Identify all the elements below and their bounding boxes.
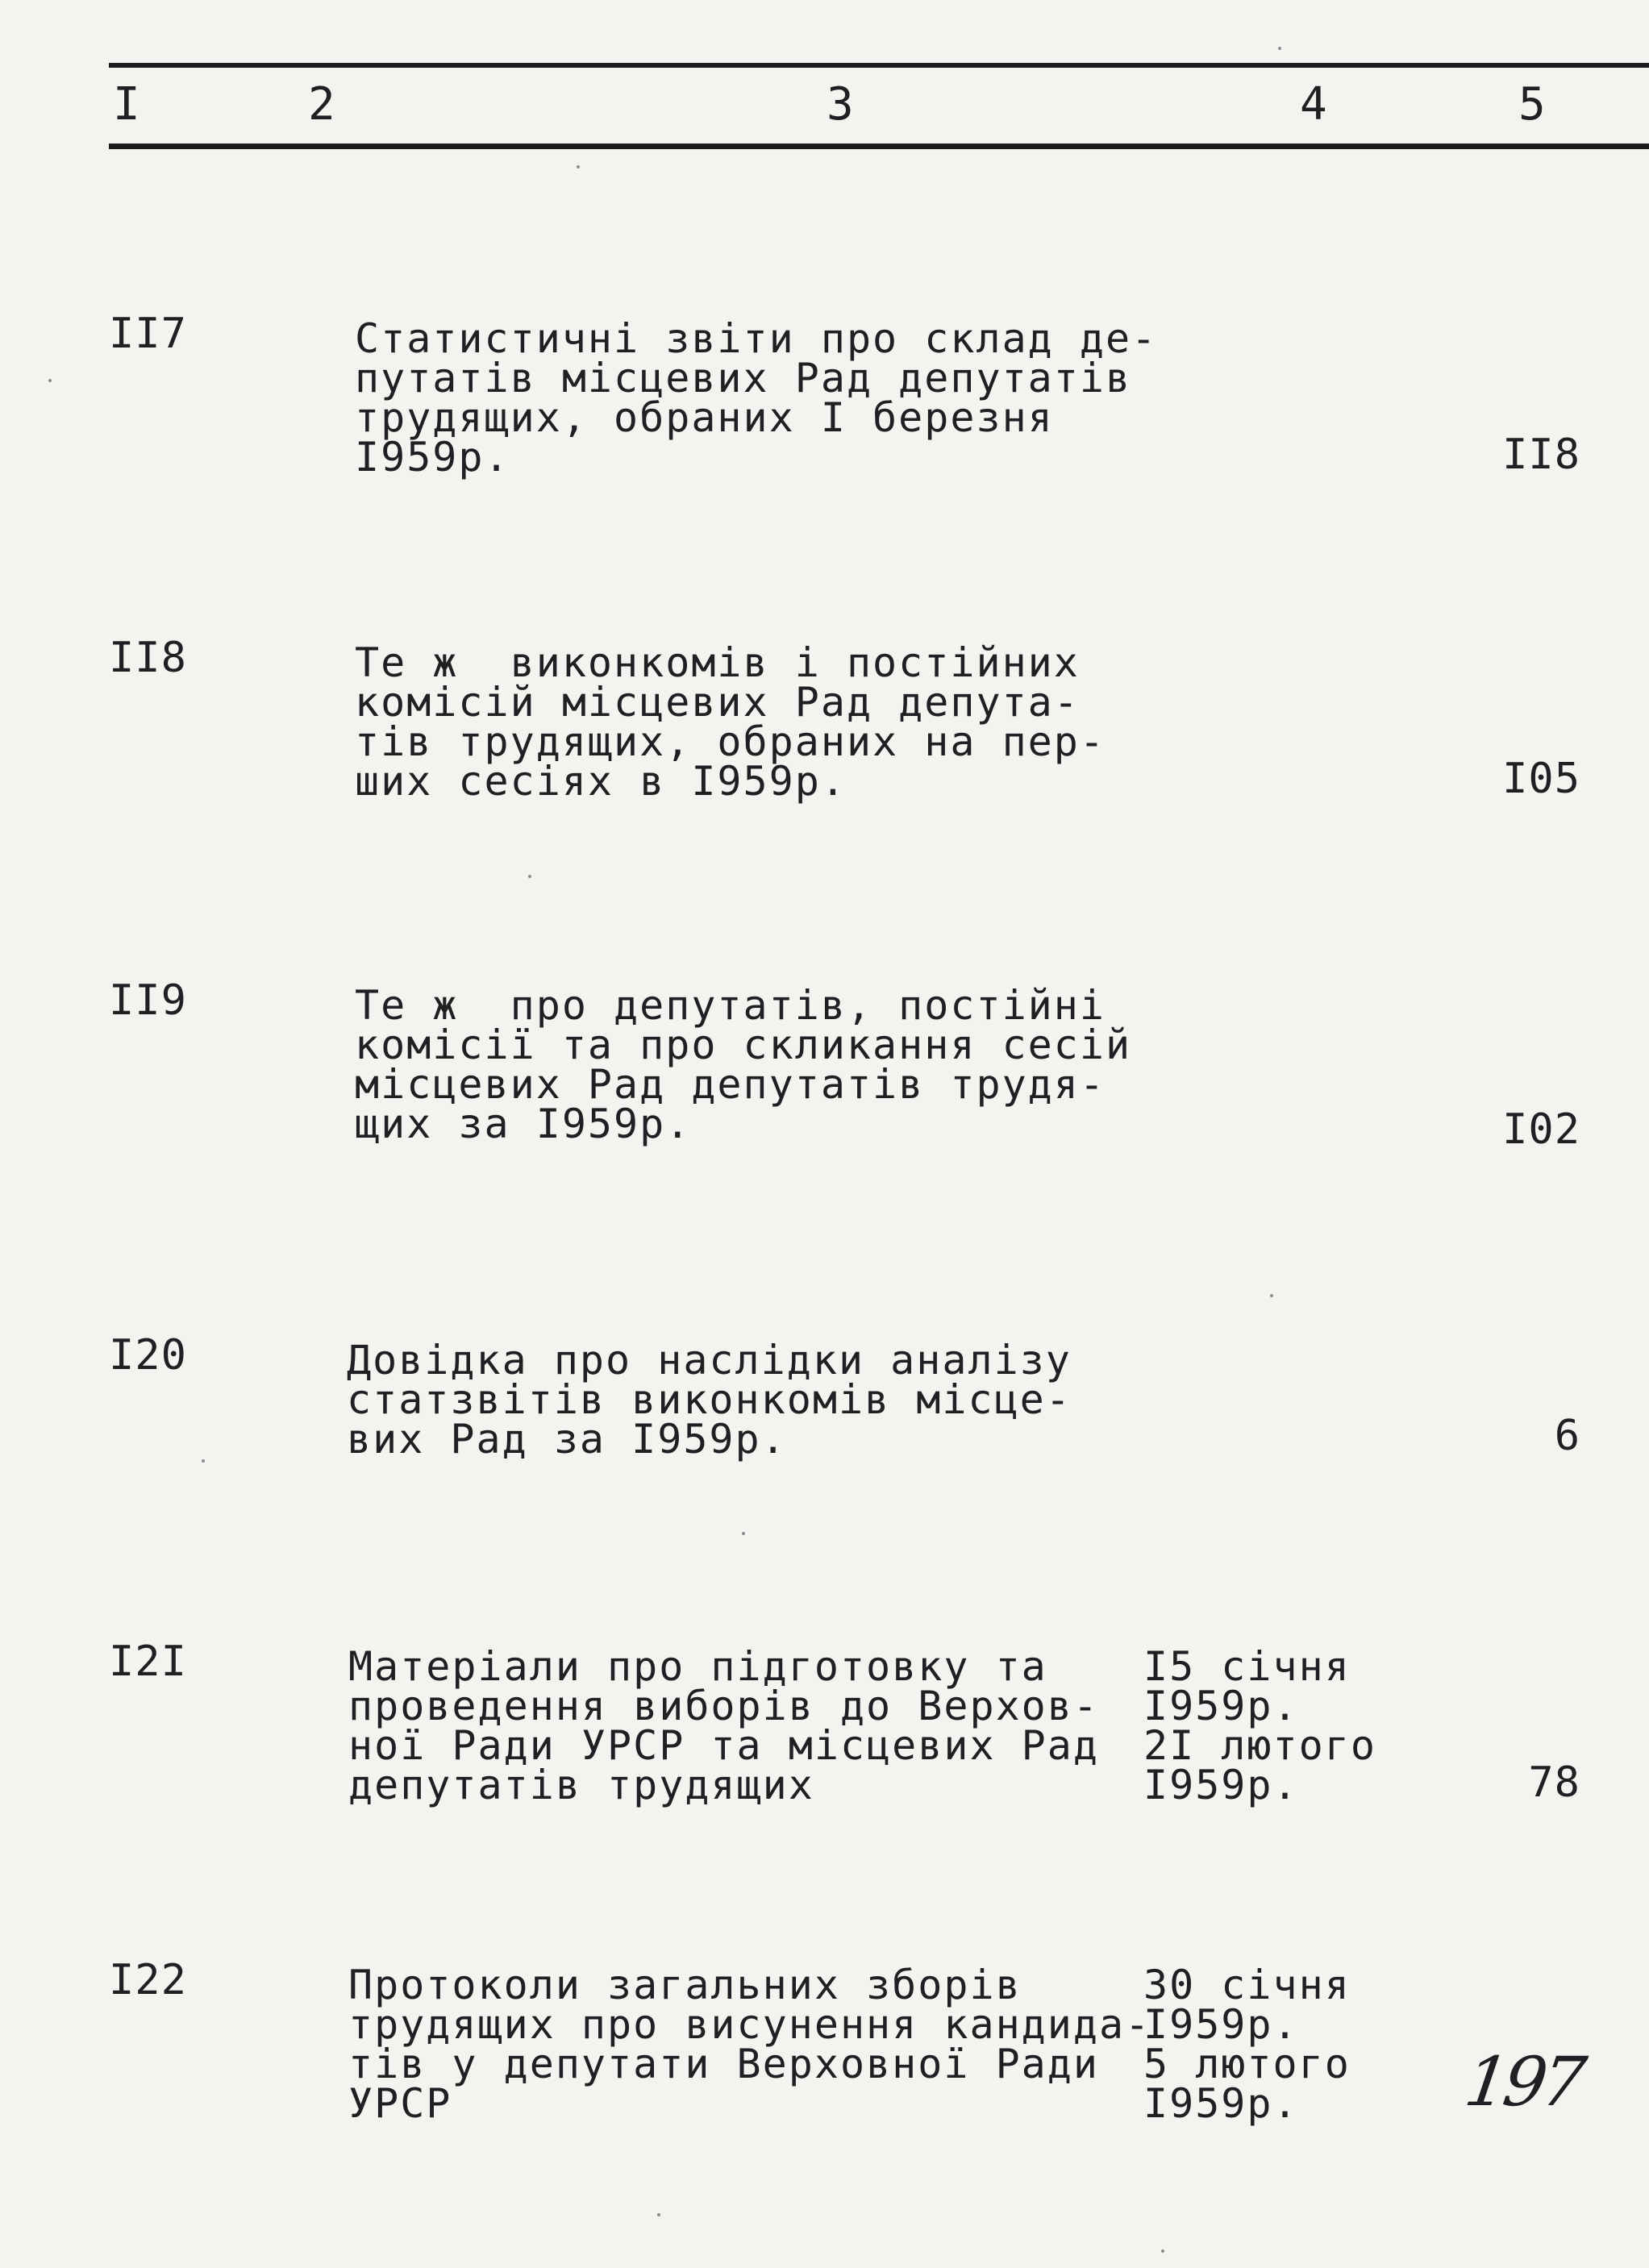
column-number-5: 5	[1518, 78, 1547, 131]
record-number: II9	[109, 976, 187, 1025]
record-row	[0, 1956, 1649, 2137]
record-pages: I05	[1502, 755, 1580, 803]
title-line: тів у депутати Верховної Ради	[348, 2041, 1099, 2087]
scan-speck	[202, 1459, 205, 1463]
record-title	[348, 1643, 1155, 1808]
record-number: I22	[109, 1956, 187, 2004]
scan-speck	[1278, 47, 1281, 50]
title-line: проведення виборів до Верхов-	[348, 1683, 1099, 1729]
title-line: путатів місцевих Рад депутатів	[355, 355, 1132, 402]
title-line: ної Ради УРСР та місцевих Рад	[348, 1722, 1099, 1769]
date-line: 2I лютого	[1143, 1722, 1376, 1769]
title-line: трудящих, обраних I березня	[355, 394, 1054, 441]
record-pages: II8	[1502, 431, 1580, 479]
column-number-2: 2	[308, 78, 336, 131]
title-line: комісій місцевих Рад депута-	[355, 679, 1080, 726]
date-line: 5 лютого	[1143, 2041, 1351, 2087]
title-line: Статистичні звіти про склад де-	[355, 315, 1158, 362]
scan-speck	[577, 165, 580, 169]
title-line: Матеріали про підготовку та	[348, 1643, 1047, 1690]
scan-speck	[528, 875, 531, 878]
record-title	[347, 1337, 1153, 1463]
title-line: Те ж виконкомів і постійних	[355, 639, 1080, 686]
record-row	[0, 310, 1649, 490]
record-title	[348, 1962, 1155, 2127]
title-line: комісії та про скликання сесій	[355, 1022, 1132, 1068]
handwritten-page-count: 197	[1460, 2042, 1586, 2121]
date-line: I959р.	[1143, 2080, 1299, 2127]
date-line: 30 січня	[1143, 1962, 1351, 2008]
title-line: депутатів трудящих	[348, 1762, 814, 1808]
date-line: I959р.	[1143, 1762, 1299, 1808]
title-line: статзвітів виконкомів місце-	[347, 1376, 1072, 1423]
scan-speck	[1161, 2249, 1164, 2253]
record-dates	[1143, 1962, 1351, 2127]
header-rule-top	[109, 63, 1649, 68]
title-line: Те ж про депутатів, постійні	[355, 982, 1106, 1029]
title-line: ших сесіях в I959р.	[355, 758, 847, 805]
scan-speck	[657, 2213, 660, 2216]
title-line: щих за I959р.	[355, 1101, 692, 1147]
title-line: Протоколи загальних зборів	[348, 1962, 1022, 2008]
record-title	[355, 639, 1161, 805]
title-line: трудящих про висунення кандида-	[348, 2001, 1151, 2048]
record-pages: 6	[1554, 1412, 1580, 1460]
record-number: I2I	[109, 1638, 187, 1686]
record-row	[0, 976, 1649, 1157]
record-row	[0, 1331, 1649, 1512]
record-number: II7	[109, 310, 187, 358]
record-title	[355, 315, 1161, 481]
header-rule-bottom	[109, 144, 1649, 149]
record-row	[0, 1638, 1649, 1818]
column-number-1: I	[113, 78, 141, 131]
record-title	[355, 982, 1161, 1147]
title-line: I959р.	[355, 434, 510, 481]
column-number-3: 3	[827, 78, 855, 131]
record-pages: I02	[1502, 1105, 1580, 1154]
record-pages: 78	[1528, 1758, 1580, 1807]
scan-speck	[742, 1532, 745, 1535]
title-line: місцевих Рад депутатів трудя-	[355, 1061, 1106, 1108]
title-line: вих Рад за I959р.	[347, 1416, 787, 1463]
date-line: I959р.	[1143, 2001, 1299, 2048]
record-number: I20	[109, 1331, 187, 1380]
record-dates	[1143, 1643, 1376, 1808]
title-line: тів трудящих, обраних на пер-	[355, 718, 1106, 765]
record-row	[0, 634, 1649, 814]
scan-speck	[1270, 1294, 1273, 1297]
title-line: Довідка про наслідки аналізу	[347, 1337, 1072, 1384]
scan-speck	[48, 379, 52, 382]
date-line: I959р.	[1143, 1683, 1299, 1729]
column-number-4: 4	[1300, 78, 1328, 131]
title-line: УРСР	[348, 2080, 452, 2127]
record-number: II8	[109, 634, 187, 682]
date-line: I5 січня	[1143, 1643, 1351, 1690]
